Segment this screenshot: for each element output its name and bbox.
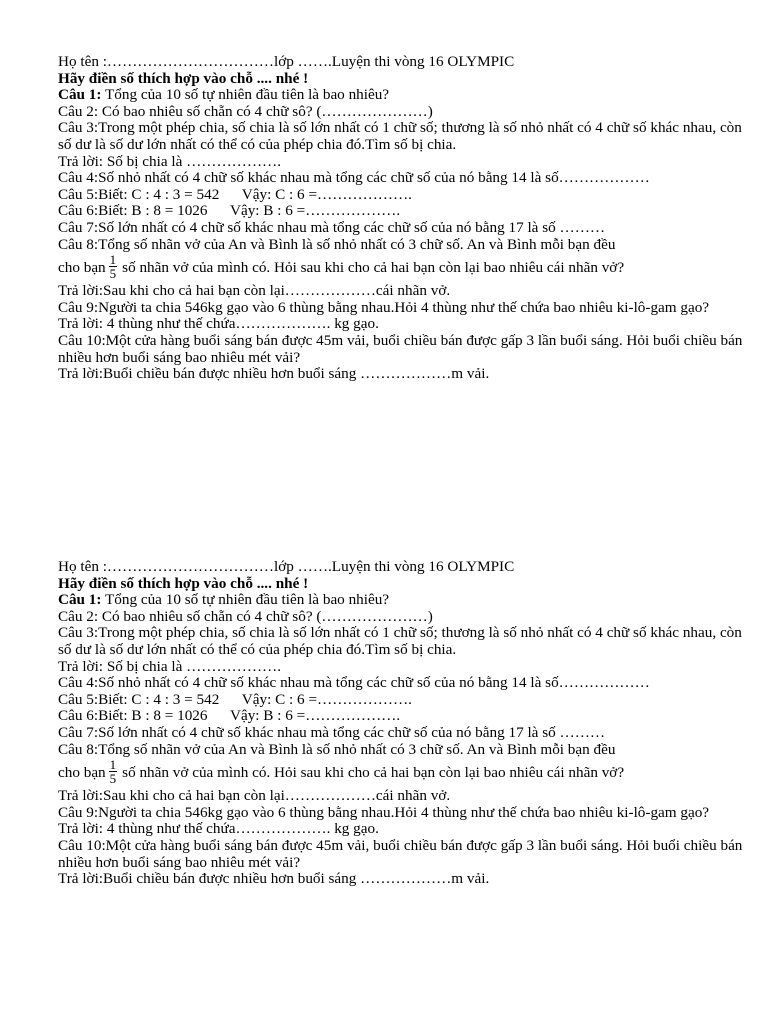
worksheet-header: Họ tên :……………………………lớp …….Luyện thi vòng 16 OLYMPIC [58, 558, 515, 575]
worksheet-1 [58, 54, 748, 383]
question-10-answer: Trả lời:Buổi chiều bán được nhiều hơn buổi sáng ………………m vải. [58, 365, 490, 383]
question-1 [58, 592, 748, 609]
fraction-numerator: 1 [109, 252, 117, 268]
fraction [109, 253, 118, 280]
fraction-denominator: 5 [109, 771, 117, 787]
question-2: Câu 2: Có bao nhiêu số chẵn có 4 chữ sô? (…………………) [58, 102, 433, 120]
question-2: Câu 2: Có bao nhiêu số chẵn có 4 chữ sô? (…………………) [58, 607, 433, 625]
question-8-continuation [58, 758, 748, 788]
question-4: Câu 4:Số nhỏ nhất có 4 chữ số khác nhau mà tổng các chữ số của nó bằng 14 là số……………… [58, 169, 650, 187]
question-9: Câu 9:Người ta chia 546kg gạo vào 6 thùng bằng nhau.Hỏi 4 thùng như thế chứa bao nhiêu ki-lô-gam gạo? [58, 298, 710, 316]
question-6: Câu 6:Biết: B : 8 = 1026 Vậy: B : 6 =………………. [58, 202, 401, 220]
question-8-answer: Trả lời:Sau khi cho cả hai bạn còn lại………………cái nhãn vở. [58, 282, 451, 300]
question-8-text-after: số nhãn vở của mình có. Hỏi sau khi cho cả hai bạn còn lại bao nhiêu cái nhãn vở? [122, 764, 625, 782]
question-8-answer: Trả lời:Sau khi cho cả hai bạn còn lại………………cái nhãn vở. [58, 787, 451, 805]
question-1-text: Tổng của 10 số tự nhiên đầu tiên là bao nhiêu? [101, 591, 390, 609]
question-7: Câu 7:Số lớn nhất có 4 chữ số khác nhau mà tổng các chữ số của nó bằng 17 là số ……… [58, 723, 606, 741]
question-1-label: Câu 1: [58, 591, 102, 609]
question-9-answer: Trả lời: 4 thùng như thế chứa………………. kg gạo. [58, 820, 379, 838]
question-8: Câu 8:Tổng số nhãn vở của An và Bình là số nhỏ nhất có 3 chữ số. An và Bình mỗi bạn đều [58, 740, 616, 758]
question-3-answer: Trả lời: Số bị chia là ………………. [58, 152, 282, 170]
question-8-text-before: cho bạn [58, 259, 106, 277]
fraction-numerator: 1 [109, 757, 117, 773]
question-4: Câu 4:Số nhỏ nhất có 4 chữ số khác nhau mà tổng các chữ số của nó bằng 14 là số……………… [58, 674, 650, 692]
question-1 [58, 87, 748, 104]
question-10: Câu 10:Một cửa hàng buổi sáng bán được 45m vải, buổi chiều bán được gấp 3 lần buổi sáng. Hỏi buổi chiều bán nhiều hơn buổi sáng bao nhiêu mét vải? [58, 331, 743, 366]
question-3: Câu 3:Trong một phép chia, số chia là số lớn nhất có 1 chữ số; thương là số nhỏ nhất có 4 chữ số khác nhau, còn số dư là số dư lớn nhất có thể có của phép chia đó.Tìm số bị chia. [58, 624, 742, 658]
question-8-continuation [58, 253, 748, 283]
fraction-denominator: 5 [109, 266, 117, 282]
question-8: Câu 8:Tổng số nhãn vở của An và Bình là số nhỏ nhất có 3 chữ số. An và Bình mỗi bạn đều [58, 235, 616, 253]
question-1-label: Câu 1: [58, 86, 102, 104]
question-6: Câu 6:Biết: B : 8 = 1026 Vậy: B : 6 =………………. [58, 707, 401, 725]
question-9-answer: Trả lời: 4 thùng như thế chứa………………. kg gạo. [58, 315, 379, 333]
question-5: Câu 5:Biết: C : 4 : 3 = 542 Vậy: C : 6 =………………. [58, 185, 412, 203]
worksheet-2 [58, 559, 748, 888]
question-8-text-before: cho bạn [58, 764, 106, 782]
worksheet-instruction: Hãy điền số thích hợp vào chỗ .... nhé ! [58, 574, 309, 592]
question-3: Câu 3:Trong một phép chia, số chia là số lớn nhất có 1 chữ số; thương là số nhỏ nhất có 4 chữ số khác nhau, còn số dư là số dư lớn nhất có thể có của phép chia đó.Tìm số bị chia. [58, 119, 742, 153]
question-1-text: Tổng của 10 số tự nhiên đầu tiên là bao nhiêu? [101, 86, 390, 104]
question-5: Câu 5:Biết: C : 4 : 3 = 542 Vậy: C : 6 =………………. [58, 690, 412, 708]
question-3-answer: Trả lời: Số bị chia là ………………. [58, 657, 282, 675]
question-8-text-after: số nhãn vở của mình có. Hỏi sau khi cho cả hai bạn còn lại bao nhiêu cái nhãn vở? [122, 259, 625, 277]
question-10: Câu 10:Một cửa hàng buổi sáng bán được 45m vải, buổi chiều bán được gấp 3 lần buổi sáng. Hỏi buổi chiều bán nhiều hơn buổi sáng bao nhiêu mét vải? [58, 836, 743, 871]
question-9: Câu 9:Người ta chia 546kg gạo vào 6 thùng bằng nhau.Hỏi 4 thùng như thế chứa bao nhiêu ki-lô-gam gạo? [58, 803, 710, 821]
worksheet-instruction: Hãy điền số thích hợp vào chỗ .... nhé ! [58, 69, 309, 87]
worksheet-header: Họ tên :……………………………lớp …….Luyện thi vòng 16 OLYMPIC [58, 53, 515, 70]
fraction [109, 758, 118, 785]
question-10-answer: Trả lời:Buổi chiều bán được nhiều hơn buổi sáng ………………m vải. [58, 870, 490, 888]
question-7: Câu 7:Số lớn nhất có 4 chữ số khác nhau mà tổng các chữ số của nó bằng 17 là số ……… [58, 218, 606, 236]
